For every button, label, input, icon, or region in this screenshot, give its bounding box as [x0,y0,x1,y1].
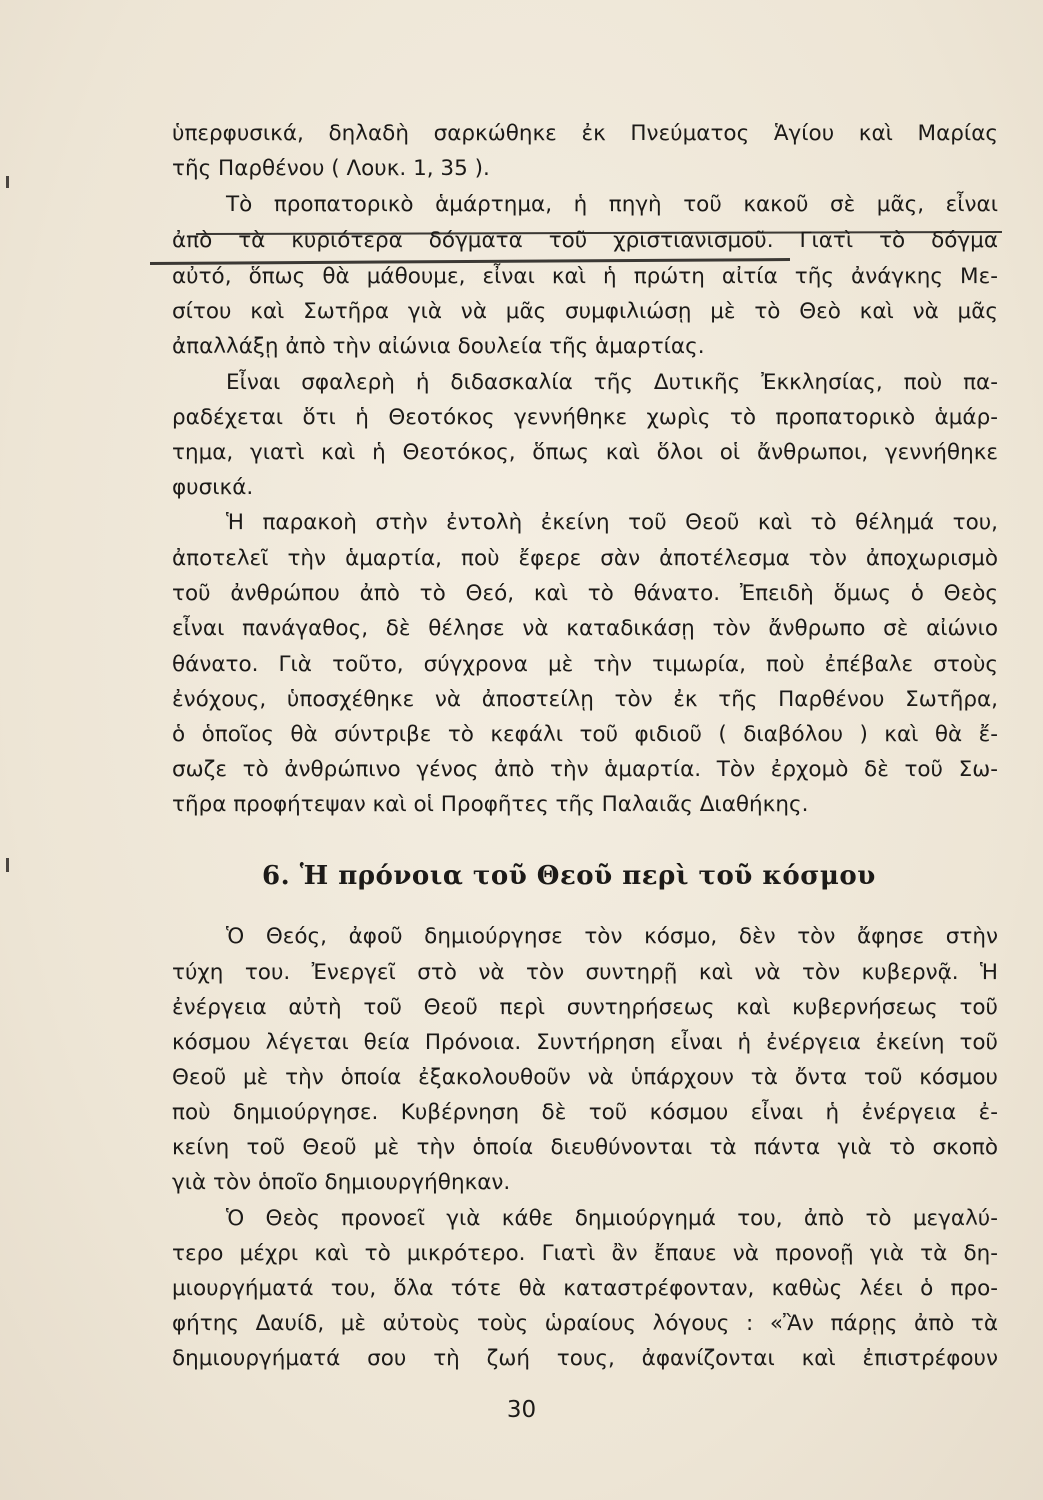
text-line: Θεοῦ μὲ τὴν ὁποία ἐξακολουθοῦν νὰ ὑπάρχουν τὰ ὄντα τοῦ κόσμου [172,1065,998,1090]
margin-mark [6,858,9,872]
page-number: 30 [506,1397,537,1423]
text-line: σωζε τὸ ἀνθρώπινο γένος ἀπὸ τὴν ἁμαρτία. Τὸν ἐρχομὸ δὲ τοῦ Σω- [172,757,998,782]
text-line: αὐτό, ὅπως θὰ μάθουμε, εἶναι καὶ ἡ πρώτη αἰτία τῆς ἀνάγκης Με- [172,264,998,289]
text-line: δημιουργήματά σου τὴ ζωή τους, ἀφανίζονται καὶ ἐπιστρέφουν [172,1346,998,1371]
text-line: Ἡ παρακοὴ στὴν ἐντολὴ ἐκείνη τοῦ Θεοῦ καὶ τὸ θέλημά του, [226,510,998,535]
text-line: ποὺ δημιούργησε. Κυβέρνηση δὲ τοῦ κόσμου εἶναι ἡ ἐνέργεια ἐ- [172,1100,998,1125]
text-line: τερο μέχρι καὶ τὸ μικρότερο. Γιατὶ ἂν ἔπαυε νὰ προνοῇ γιὰ τὰ δη- [172,1241,998,1266]
text-line: τημα, γιατὶ καὶ ἡ Θεοτόκος, ὅπως καὶ ὅλοι οἱ ἄνθρωποι, γεννήθηκε [172,440,998,465]
text-line: τῆρα προφήτεψαν καὶ οἱ Προφῆτες τῆς Παλαιᾶς Διαθήκης. [172,792,809,817]
text-line: τῆς Παρθένου ( Λουκ. 1, 35 ). [172,156,490,181]
text-line: μιουργήματά του, ὅλα τότε θὰ καταστρέφονταν, καθὼς λέει ὁ προ- [172,1276,998,1301]
text-line: Εἶναι σφαλερὴ ἡ διδασκαλία τῆς Δυτικῆς Ἐκκλησίας, ποὺ πα- [226,370,998,395]
text-line: κείνη τοῦ Θεοῦ μὲ τὴν ὁποία διευθύνονται τὰ πάντα γιὰ τὸ σκοπὸ [172,1135,998,1160]
text-line: γιὰ τὸν ὁποῖο δημιουργήθηκαν. [172,1170,511,1195]
text-line: φυσικά. [172,475,254,500]
text-line: τύχη του. Ἐνεργεῖ στὸ νὰ τὸν συντηρῇ καὶ νὰ τὸν κυβερνᾷ. Ἡ [172,960,998,985]
text-line: φήτης Δαυίδ, μὲ αὐτοὺς τοὺς ὡραίους λόγους : «Ἂν πάρῃς ἀπὸ τὰ [172,1311,998,1336]
text-line: θάνατο. Γιὰ τοῦτο, σύγχρονα μὲ τὴν τιμωρία, ποὺ ἐπέβαλε στοὺς [172,652,998,677]
text-line: ἀπὸ τὰ κυριότερα δόγματα τοῦ χριστιανισμοῦ. Γιατὶ τὸ δόγμα [172,228,998,253]
text-line: κόσμου λέγεται θεία Πρόνοια. Συντήρηση εἶναι ἡ ἐνέργεια ἐκείνη τοῦ [172,1030,998,1055]
text-line: ἀποτελεῖ τὴν ἁμαρτία, ποὺ ἔφερε σὰν ἀποτέλεσμα τὸν ἀποχωρισμὸ [172,546,998,571]
text-line: ἐνόχους, ὑποσχέθηκε νὰ ἀποστείλῃ τὸν ἐκ τῆς Παρθένου Σωτῆρα, [172,687,998,712]
text-line: ἐνέργεια αὐτὴ τοῦ Θεοῦ περὶ συντηρήσεως καὶ κυβερνήσεως τοῦ [172,995,998,1020]
text-line: τοῦ ἀνθρώπου ἀπὸ τὸ Θεό, καὶ τὸ θάνατο. Ἐπειδὴ ὅμως ὁ Θεὸς [172,581,998,606]
section-heading: 6. Ἡ πρόνοια τοῦ Θεοῦ περὶ τοῦ κόσμου [262,861,876,891]
text-line: Ὁ Θεὸς προνοεῖ γιὰ κάθε δημιούργημά του, ἀπὸ τὸ μεγαλύ- [226,1206,998,1231]
text-line: Ὁ Θεός, ἀφοῦ δημιούργησε τὸν κόσμο, δὲν τὸν ἄφησε στὴν [226,924,998,949]
text-line: ὁ ὁποῖος θὰ σύντριβε τὸ κεφάλι τοῦ φιδιοῦ ( διαβόλου ) καὶ θὰ ἔ- [172,722,998,747]
text-line: Τὸ προπατορικὸ ἁμάρτημα, ἡ πηγὴ τοῦ κακοῦ σὲ μᾶς, εἶναι [226,192,998,217]
text-line: ὑπερφυσικά, δηλαδὴ σαρκώθηκε ἐκ Πνεύματος Ἁγίου καὶ Μαρίας [172,121,998,146]
margin-mark [6,176,9,188]
text-line: σίτου καὶ Σωτῆρα γιὰ νὰ μᾶς συμφιλιώσῃ μὲ τὸ Θεὸ καὶ νὰ μᾶς [172,299,998,324]
text-line: εἶναι πανάγαθος, δὲ θέλησε νὰ καταδικάσῃ τὸν ἄνθρωπο σὲ αἰώνιο [172,616,998,641]
text-line: ἀπαλλάξῃ ἀπὸ τὴν αἰώνια δουλεία τῆς ἁμαρτίας. [172,334,705,359]
text-line: ραδέχεται ὅτι ἡ Θεοτόκος γεννήθηκε χωρὶς τὸ προπατορικὸ ἁμάρ- [172,405,998,430]
